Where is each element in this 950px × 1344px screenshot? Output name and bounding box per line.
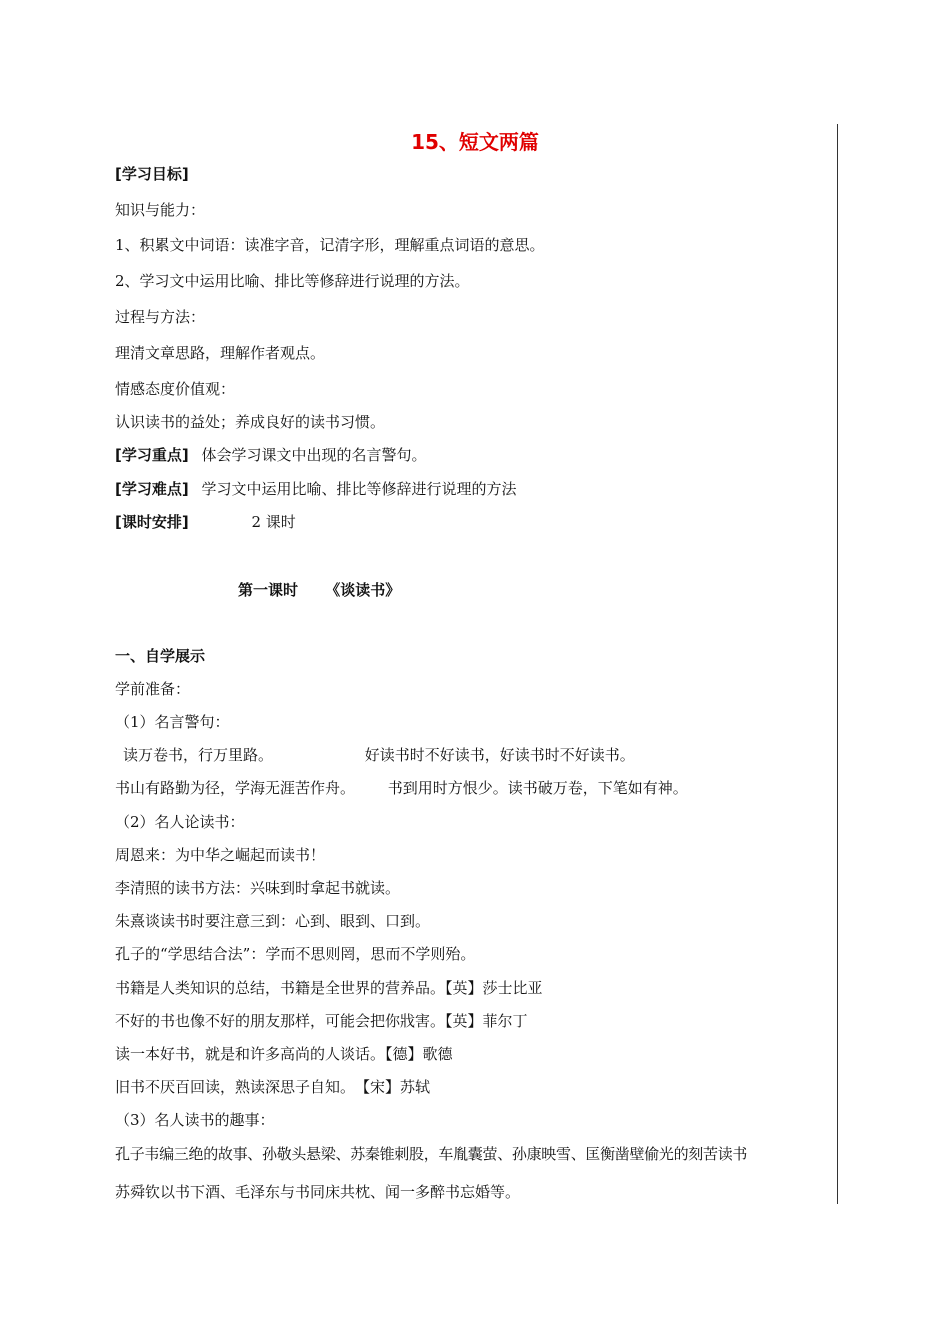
quote-a: 读万卷书，行万里路。	[123, 746, 274, 764]
section-1-heading: 一、自学展示	[115, 647, 206, 665]
lesson-name: 《谈读书》	[325, 581, 401, 599]
knowledge-item-1: 1、积累文中词语：读准字音，记清字形，理解重点词语的意思。	[115, 236, 545, 254]
key-point-label: [学习重点]	[115, 446, 189, 464]
famous-quote-6: 不好的书也像不好的朋友那样，可能会把你戕害。【英】菲尔丁	[115, 1012, 528, 1030]
quote-d: 书到用时方恨少。读书破万卷，下笔如有神。	[387, 779, 688, 797]
difficulty-row	[115, 479, 517, 499]
knowledge-label: 知识与能力：	[115, 201, 206, 219]
difficulty-label: [学习难点]	[115, 480, 189, 498]
stories-line-2: 苏舜钦以书下酒、毛泽东与书同床共枕、闻一多醉书忘婚等。	[115, 1183, 521, 1201]
lesson-part: 第一课时	[238, 581, 299, 599]
famous-quote-1: 周恩来：为中华之崛起而读书！	[115, 846, 326, 864]
stories-label: （3）名人读书的趣事：	[115, 1111, 275, 1129]
lesson-title	[238, 579, 400, 600]
quotes-label: （1）名言警句：	[115, 713, 230, 731]
famous-quote-5: 书籍是人类知识的总结，书籍是全世界的营养品。【英】莎士比亚	[115, 979, 543, 997]
prep-label: 学前准备：	[115, 680, 191, 698]
emotion-text: 认识读书的益处；养成良好的读书习惯。	[115, 413, 386, 431]
difficulty-text: 学习文中运用比喻、排比等修辞进行说理的方法	[201, 480, 517, 498]
stories-line-1: 孔子韦编三绝的故事、孙敬头悬梁、苏秦锥刺股，车胤囊萤、孙康映雪、匡衡凿壁偷光的刻苦读书	[115, 1145, 748, 1163]
quote-c: 书山有路勤为径，学海无涯苦作舟。	[115, 779, 356, 797]
key-point-text: 体会学习课文中出现的名言警句。	[201, 446, 427, 464]
process-label: 过程与方法：	[115, 308, 206, 326]
knowledge-item-2: 2、学习文中运用比喻、排比等修辞进行说理的方法。	[115, 272, 470, 290]
document-title: 15、短文两篇	[411, 130, 539, 154]
right-margin-rule	[837, 124, 838, 1204]
key-point-row	[115, 445, 427, 465]
quotes-row-1	[115, 745, 635, 765]
famous-quote-8: 旧书不厌百回读，熟读深思子自知。 【宋】苏轼	[115, 1078, 431, 1096]
objectives-heading: [学习目标]	[115, 165, 189, 183]
schedule-row	[115, 512, 296, 532]
famous-quote-2: 李清照的读书方法：兴味到时拿起书就读。	[115, 879, 401, 897]
famous-quote-7: 读一本好书，就是和许多高尚的人谈话。【德】歌德	[115, 1045, 453, 1063]
famous-label: （2）名人论读书：	[115, 813, 245, 831]
emotion-label: 情感态度价值观：	[115, 380, 236, 398]
schedule-label: [课时安排]	[115, 513, 189, 531]
famous-quote-4: 孔子的“学思结合法”：学而不思则罔，思而不学则殆。	[115, 945, 476, 963]
famous-quote-3: 朱熹谈读书时要注意三到：心到、眼到、口到。	[115, 912, 431, 930]
process-text: 理清文章思路，理解作者观点。	[115, 344, 326, 362]
quotes-row-2	[115, 778, 688, 798]
schedule-text: 2 课时	[251, 513, 296, 531]
quote-b: 好读书时不好读书，好读书时不好读书。	[364, 746, 635, 764]
